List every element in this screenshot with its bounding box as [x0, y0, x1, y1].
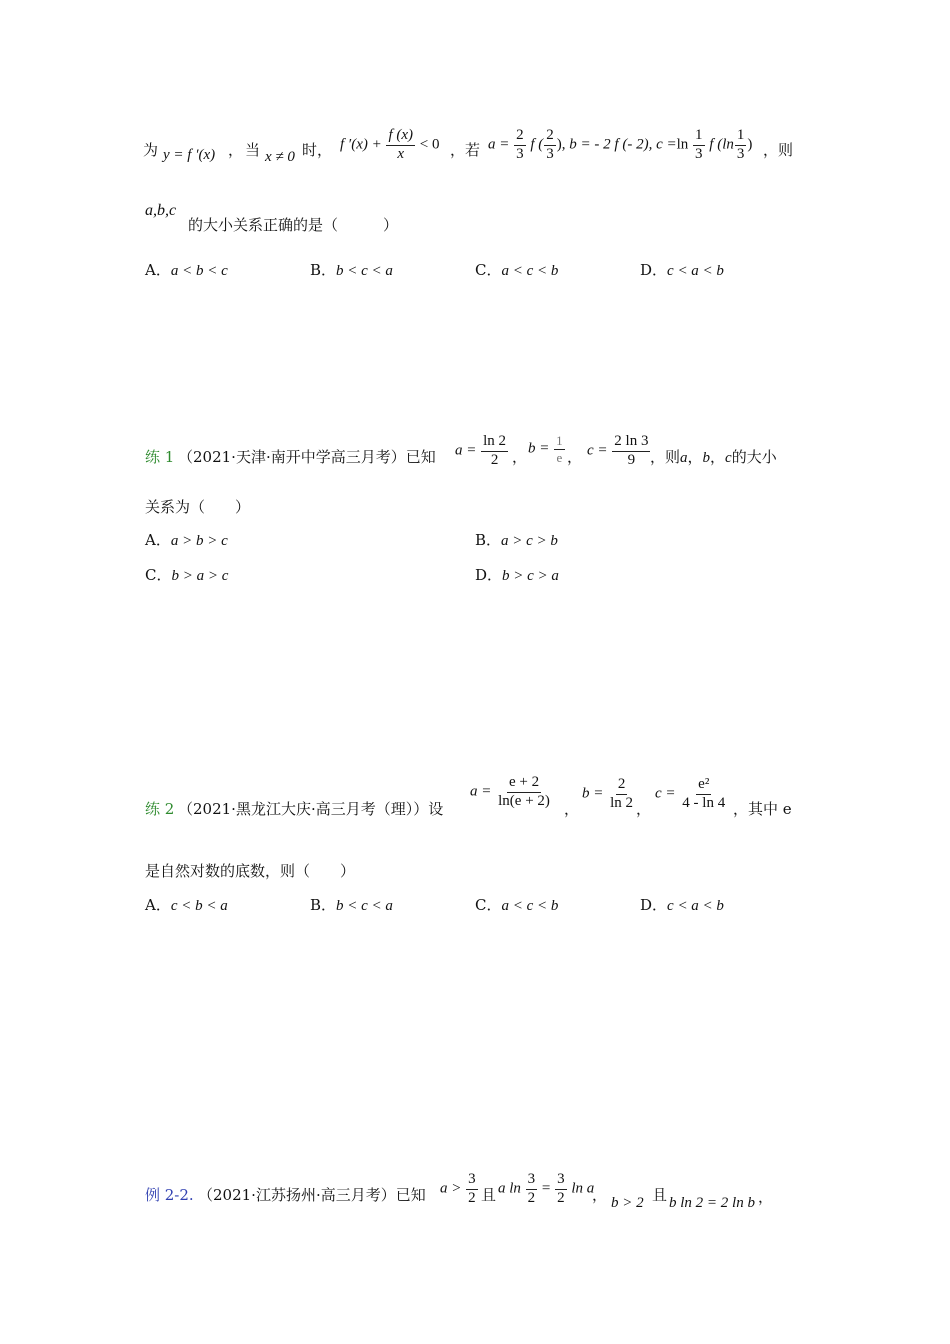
option-a[interactable]: A．a > b > c	[145, 531, 228, 549]
option-a[interactable]: A．a < b < c	[145, 261, 228, 279]
text-ze: ，则	[763, 141, 794, 159]
text-comma: ，	[228, 141, 244, 159]
expr-a-eq: a ln $\frac{3}{2}$ = $\frac{3}{2}$ ln a	[498, 1171, 595, 1206]
sep: ，	[758, 1188, 774, 1206]
option-d[interactable]: D．c < a < b	[640, 896, 724, 914]
sep: ，	[564, 800, 580, 818]
exercise-tag: 练 2	[145, 800, 175, 818]
source-text: （2021·黑龙江大庆·高三月考（理））设	[178, 800, 444, 818]
expr-abc-defs: a = $\frac{2}{3}$ f ( $\frac{2}{3}$ ), b = - 2 f (- 2), c =ln $\frac{1}{3}$ f (ln $\frac{1}{3}$ )	[488, 127, 753, 162]
expr-y-eq: y = f ′(x)	[163, 147, 216, 163]
option-c[interactable]: C．a < c < b	[475, 896, 559, 914]
expr-a-cond: a > $\frac{3}{2}$	[440, 1171, 476, 1206]
sep: ，	[636, 800, 652, 818]
text-qie: 且	[652, 1186, 668, 1204]
question-text: 关系为（ ）	[145, 498, 251, 516]
expr-b-eq: b ln 2 = 2 ln b	[669, 1195, 755, 1211]
text-wei: 为	[143, 141, 159, 159]
option-b[interactable]: B．b < c < a	[310, 261, 393, 279]
text-dang: 当	[245, 141, 261, 159]
sep: ，	[512, 448, 528, 466]
text-shi: 时，	[302, 141, 333, 159]
exercise-tag: 练 1	[145, 448, 175, 466]
tail-text: ，其中 e	[733, 800, 792, 818]
option-b[interactable]: B．b < c < a	[310, 896, 393, 914]
expr-c-def: c = $\frac{\text{e²}}{4 - \ln 4}$	[655, 776, 726, 811]
expr-vars: a,b,c	[145, 202, 177, 219]
source-text: （2021·天津·南开中学高三月考）已知	[178, 448, 436, 466]
expr-condition: x ≠ 0	[265, 149, 295, 165]
example-tag: 例 2-2.	[145, 1186, 194, 1204]
sep: ，	[567, 448, 583, 466]
question-text: 是自然对数的底数，则（ ）	[145, 862, 356, 880]
expr-b-cond: b > 2	[611, 1195, 644, 1211]
tail-text: ，则a，b，c的大小	[650, 448, 777, 466]
option-c[interactable]: C．a < c < b	[475, 261, 559, 279]
expr-b-def: b = $\frac{2}{\ln 2}$	[582, 776, 634, 811]
expr-b-def: b = $\frac{1}{e}$	[528, 433, 563, 465]
question-text: 的大小关系正确的是（ ）	[188, 216, 399, 234]
text-ruo: ，若	[450, 141, 481, 159]
expr-a-def: a = $\frac{\ln 2}{2}$	[455, 433, 507, 468]
option-d[interactable]: D．b > c > a	[475, 566, 559, 584]
expr-c-def: c = $\frac{2 \ln 3}{9}$	[587, 433, 649, 468]
option-d[interactable]: D．c < a < b	[640, 261, 724, 279]
option-c[interactable]: C．b > a > c	[145, 566, 229, 584]
option-b[interactable]: B．a > c > b	[475, 531, 558, 549]
expr-a-def: a = $\frac{e + 2}{\ln(e + 2)}$	[470, 774, 550, 809]
option-a[interactable]: A．c < b < a	[145, 896, 228, 914]
expr-inequality: f ′(x) + $\frac{f (x)}{x}$ < 0	[340, 127, 440, 162]
source-text: （2021·江苏扬州·高三月考）已知	[198, 1186, 426, 1204]
sep: ，	[592, 1186, 608, 1204]
text-qie: 且	[481, 1186, 497, 1204]
